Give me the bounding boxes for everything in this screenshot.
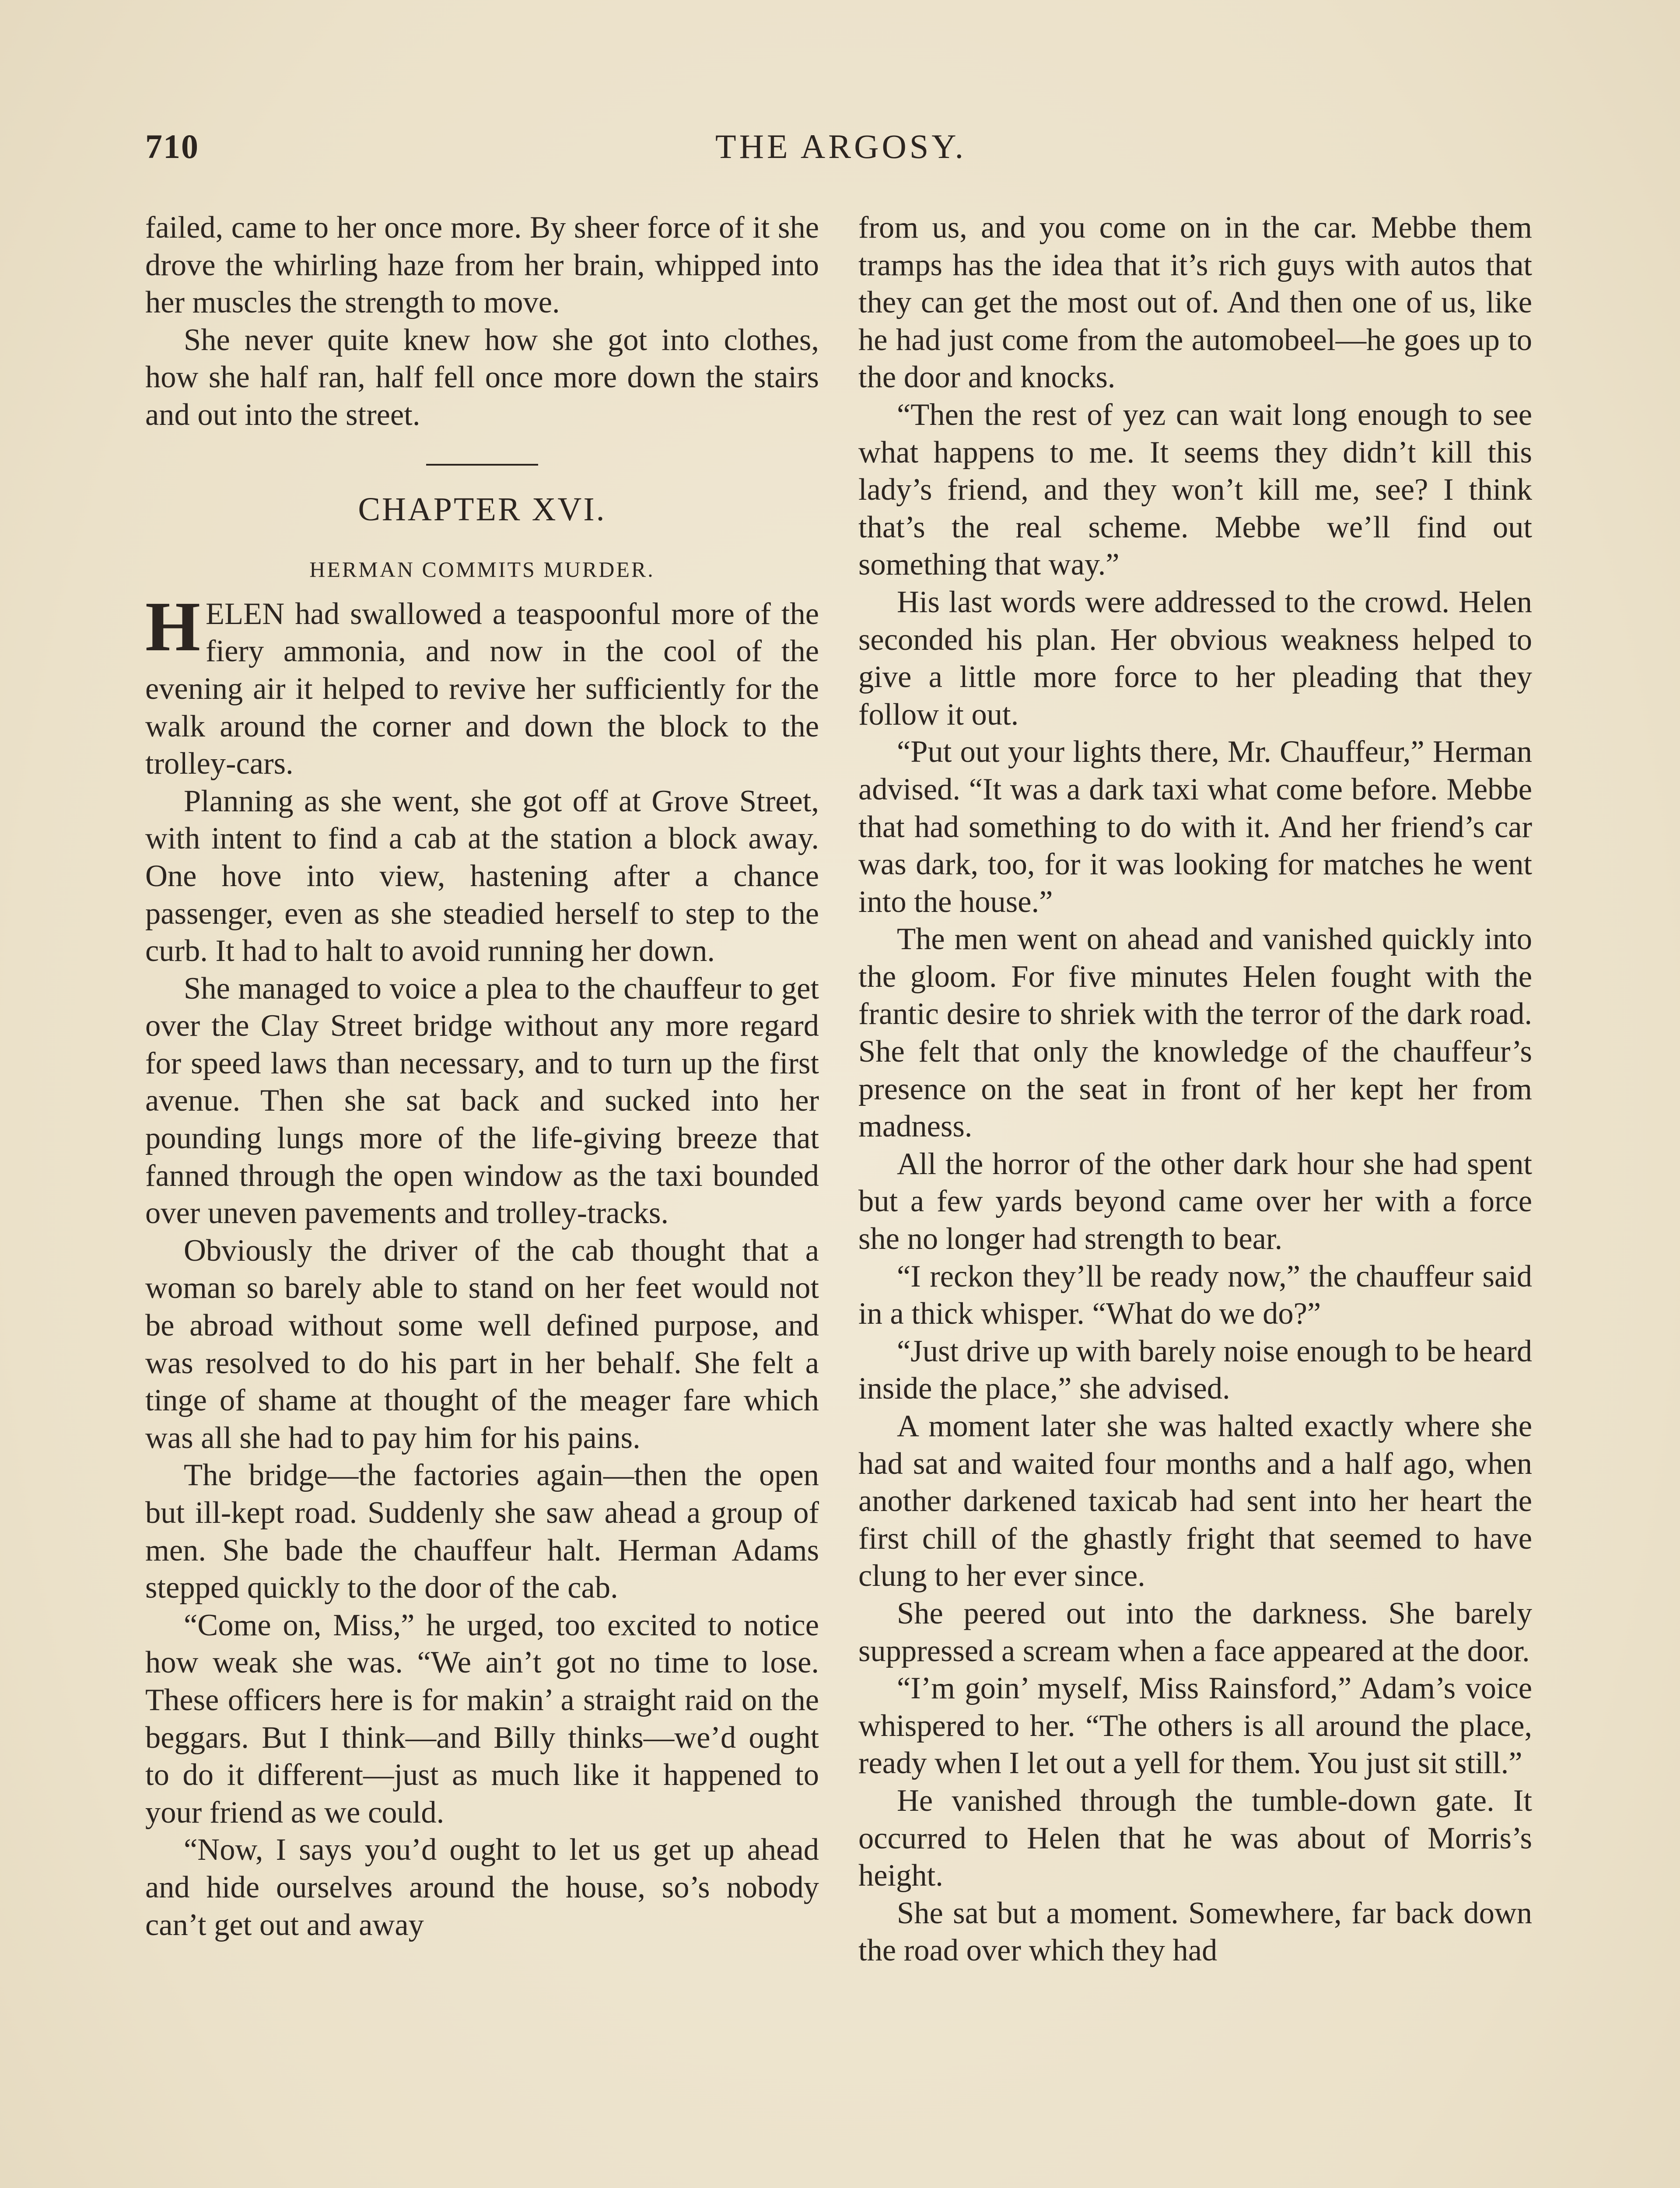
paragraph: “Come on, Miss,” he urged, too excited to notice how weak she was. “We ain’t got no time to lose. These officers here is for makin’ a straight raid on the beggars. But I think—and Billy thinks—we’d ought to do it different—just as much like it happened to your friend as we could. bbox=[145, 1608, 819, 1830]
page-number: 710 bbox=[145, 127, 199, 165]
opening-paragraph-text: ELEN had swallowed a teaspoonful more of the fiery ammonia, and now in the cool of the evening air it helped to revive her sufficiently for the walk around the corner and down the block to the trolley-cars. bbox=[145, 596, 819, 781]
paragraph: A moment later she was halted exactly where she had sat and waited four months and a half ago, when another darkened taxicab had sent into her heart the first chill of the ghastly fright that seemed to have clung to her ever since. bbox=[858, 1409, 1532, 1593]
paragraph: “Put out your lights there, Mr. Chauffeur,” Herman advised. “It was a dark taxi what come before. Mebbe that had something to do with it. And her friend’s car was dark, too, for it was looking for matches he went into the house.” bbox=[858, 735, 1532, 919]
paragraph: She sat but a moment. Somewhere, far back down the road over which they had bbox=[858, 1896, 1532, 1968]
paragraph: from us, and you come on in the car. Mebbe them tramps has the idea that it’s rich guys with autos that they can get the most out of. And then one of us, like he had just come from the automobeel—he goes up to the door and knocks. bbox=[858, 210, 1532, 395]
left-column bbox=[145, 209, 819, 1944]
right-column bbox=[858, 209, 1532, 1970]
section-divider bbox=[426, 464, 538, 466]
paragraph: Obviously the driver of the cab thought that a woman so barely able to stand on her feet would not be abroad without some well defined purpose, and was resolved to do his part in her behalf. She felt a tinge of shame at thought of the meager fare which was all she had to pay him for his pains. bbox=[145, 1233, 819, 1455]
paragraph: The bridge—the factories again—then the open but ill-kept road. Suddenly she saw ahead a group of men. She bade the chauffeur halt. Herman Adams stepped quickly to the door of the cab. bbox=[145, 1458, 819, 1605]
paragraph: failed, came to her once more. By sheer force of it she drove the whirling haze from her brain, whipped into her muscles the strength to move. bbox=[145, 210, 819, 320]
paragraph: The men went on ahead and vanished quickly into the gloom. For five minutes Helen fought with the frantic desire to shriek with the terror of the dark road. She felt that only the knowledge of the chauffeur’s presence on the seat in front of her kept her from madness. bbox=[858, 922, 1532, 1144]
opening-paragraph bbox=[145, 587, 819, 783]
paragraph: “Now, I says you’d ought to let us get up ahead and hide ourselves around the house, so’s nobody can’t get out and away bbox=[145, 1833, 819, 1942]
chapter-title: CHAPTER XVI. bbox=[358, 491, 606, 528]
page-header bbox=[145, 127, 1536, 179]
paragraph: “Just drive up with barely noise enough to be heard inside the place,” she advised. bbox=[858, 1334, 1532, 1406]
paragraph: “I’m goin’ myself, Miss Rainsford,” Adam’s voice whispered to her. “The others is all around the place, ready when I let out a yell for them. You just sit still.” bbox=[858, 1671, 1532, 1781]
paragraph: “I reckon they’ll be ready now,” the chauffeur said in a thick whisper. “What do we do?” bbox=[858, 1259, 1532, 1331]
paragraph: She peered out into the darkness. She barely suppressed a scream when a face appeared at the door. bbox=[858, 1596, 1532, 1668]
paragraph: “Then the rest of yez can wait long enough to see what happens to me. It seems they didn’t kill this lady’s friend, and they won’t kill me, see? I think that’s the real scheme. Mebbe we’ll find out something that way.” bbox=[858, 397, 1532, 582]
drop-cap: H bbox=[145, 587, 201, 666]
paragraph: Planning as she went, she got off at Grove Street, with intent to find a cab at the station a block away. One hove into view, hastening after a chance passenger, even as she steadied herself to step to the curb. It had to halt to avoid running her down. bbox=[145, 784, 819, 968]
running-head: THE ARGOSY. bbox=[715, 127, 966, 165]
paragraph: He vanished through the tumble-down gate. It occurred to Helen that he was about of Morris’s height. bbox=[858, 1783, 1532, 1893]
paragraph: She managed to voice a plea to the chauffeur to get over the Clay Street bridge without any more regard for speed laws than necessary, and to turn up the first avenue. Then she sat back and sucked into her pounding lungs more of the life-giving breeze that fanned through the open window as the taxi bounded over uneven pavements and trolley-tracks. bbox=[145, 971, 819, 1231]
paragraph: All the horror of the other dark hour she had spent but a few yards beyond came over her with a force she no longer had strength to bear. bbox=[858, 1147, 1532, 1256]
paragraph: His last words were addressed to the crowd. Helen seconded his plan. Her obvious weakness helped to give a little more force to her pleading that they follow it out. bbox=[858, 585, 1532, 732]
chapter-subtitle: HERMAN COMMITS MURDER. bbox=[309, 557, 655, 582]
paragraph: She never quite knew how she got into clothes, how she half ran, half fell once more down the stairs and out into the street. bbox=[145, 323, 819, 432]
